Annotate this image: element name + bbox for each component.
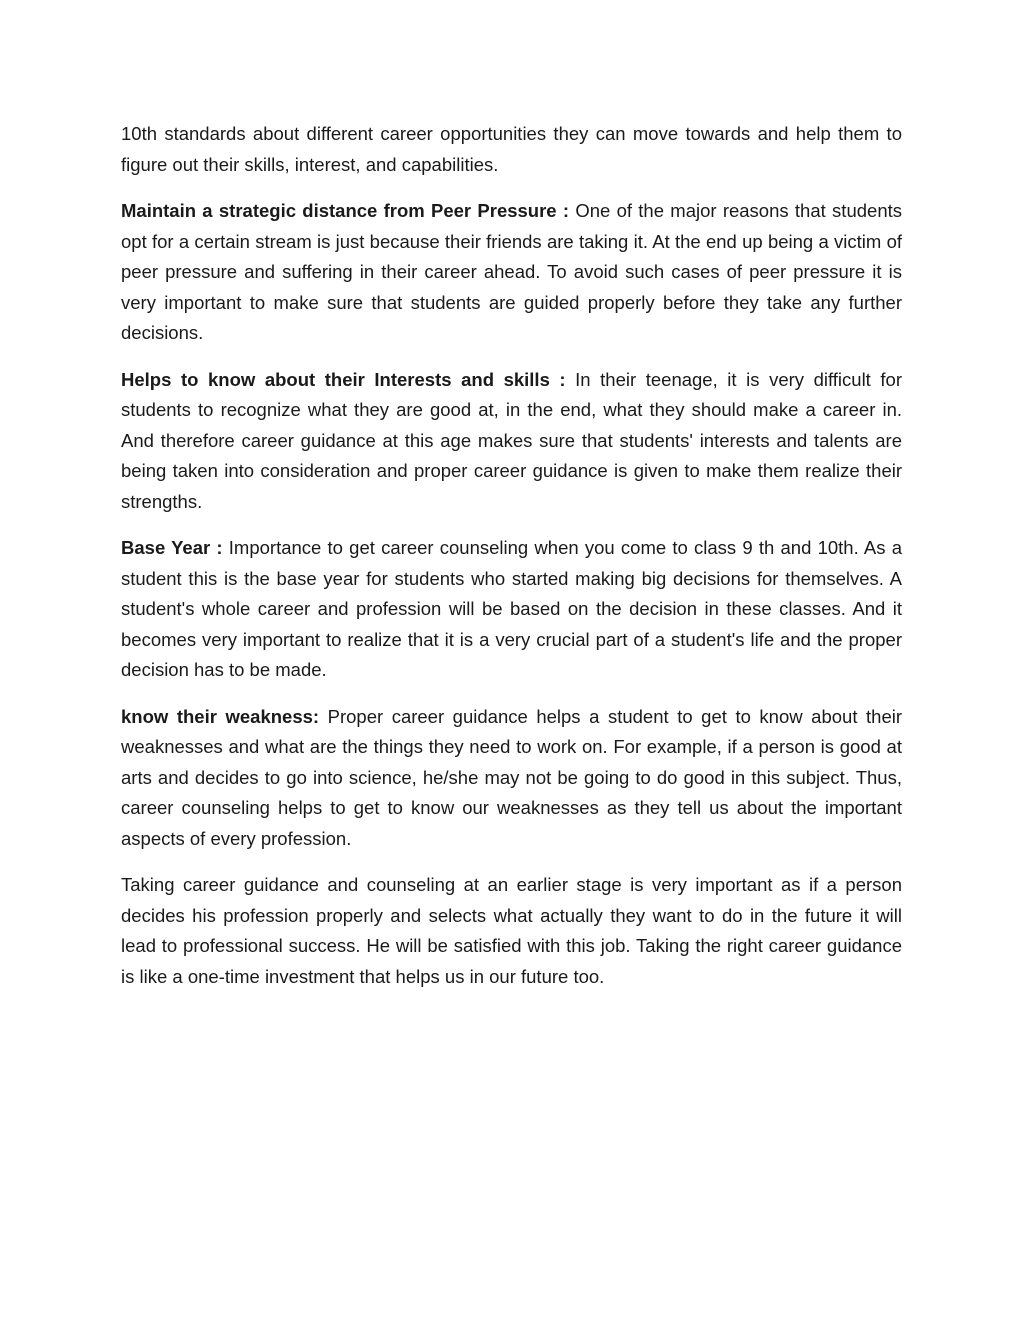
paragraph-text: In their teenage, it is very difficult for students to recognize what they are good at, in the end, what they should make a career in. And therefore career guidance at this age makes sure that students' interests and talents are being taken into consideration and proper career guidance is given to make them realize their strengths. xyxy=(121,368,902,512)
paragraph-base-year xyxy=(121,533,902,686)
document-body xyxy=(121,119,902,1008)
paragraph-text: Importance to get career counseling when you come to class 9 th and 10th. As a student this is the base year for students who started making big decisions for themselves. A student's whole career and profession will be based on the decision in these classes. And it becomes very important to realize that it is a very crucial part of a student's life and the proper decision has to be made. xyxy=(121,537,902,680)
paragraph-peer-pressure xyxy=(121,196,902,349)
paragraph-weakness xyxy=(121,702,902,855)
paragraph-conclusion xyxy=(121,870,902,992)
paragraph-heading: Maintain a strategic distance from Peer Pressure : xyxy=(121,200,570,221)
paragraph-text: 10th standards about different career opportunities they can move towards and help them to figure out their skills, interest, and capabilities. xyxy=(121,123,902,175)
paragraph-heading: Base Year : xyxy=(121,537,223,558)
paragraph-heading: Helps to know about their Interests and skills : xyxy=(121,368,566,390)
paragraph-intro-continuation xyxy=(121,119,902,180)
paragraph-text: Proper career guidance helps a student to get to know about their weaknesses and what are the things they need to work on. For example, if a person is good at arts and decides to go into science, he/she may not be going to do good in this subject. Thus, career counseling helps to get to know our weaknesses as they tell us about the important aspects of every profession. xyxy=(121,705,903,849)
paragraph-heading: know their weakness: xyxy=(121,705,320,727)
paragraph-text: One of the major reasons that students opt for a certain stream is just because their friends are taking it. At the end up being a victim of peer pressure and suffering in their career ahead. To avoid such cases of peer pressure it is very important to make sure that students are guided properly before they take any further decisions. xyxy=(121,200,902,343)
paragraph-text: Taking career guidance and counseling at an earlier stage is very important as if a person decides his profession properly and selects what actually they want to do in the future it will lead to professional success. He will be satisfied with this job. Taking the right career guidance is like a one-time investment that helps us in our future too. xyxy=(121,874,902,987)
paragraph-interests-skills xyxy=(121,365,902,518)
